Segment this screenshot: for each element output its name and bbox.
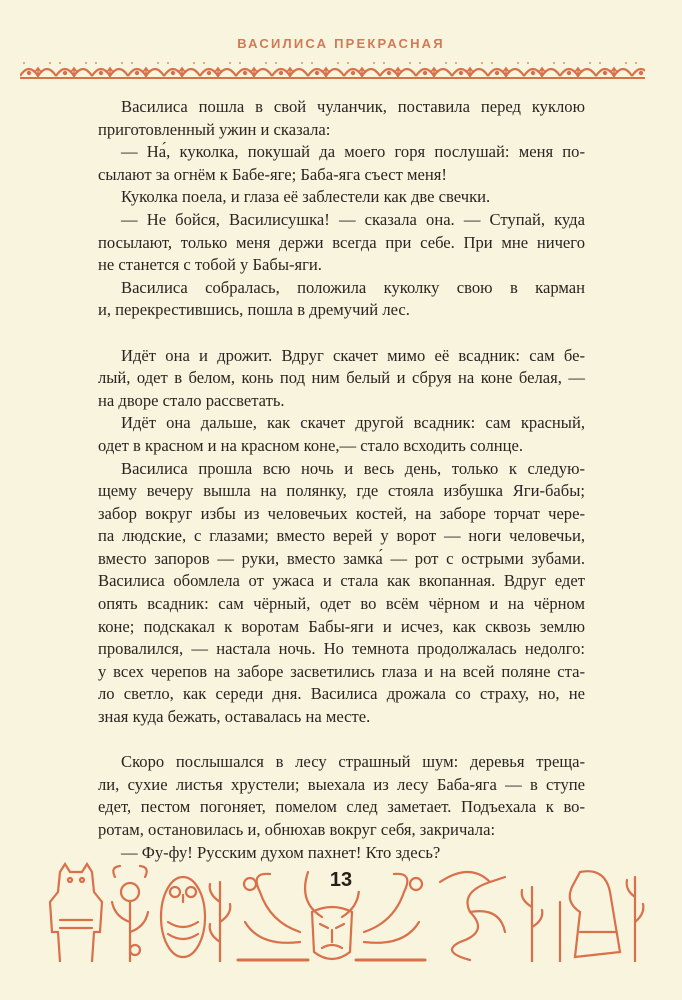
text-line: — На́, куколка, покушай да моего горя послушай: меня по- bbox=[121, 142, 585, 162]
text-line: Василиса обомлела от ужаса и стала как вкопанная. Вдруг едет bbox=[98, 571, 585, 591]
baba-yaga-icon bbox=[560, 871, 620, 962]
paragraph bbox=[98, 277, 585, 322]
paragraph bbox=[98, 186, 585, 209]
text-line: у всех черепов на заборе засветились глаза и на всей поляне ста- bbox=[98, 661, 585, 681]
text-line: Куколка поела, и глаза её заблестели как две свечки. bbox=[121, 187, 491, 207]
text-line: Скоро послышался в лесу страшный шум: деревья треща- bbox=[121, 752, 585, 772]
paragraph bbox=[98, 842, 585, 865]
running-title: ВАСИЛИСА ПРЕКРАСНАЯ bbox=[237, 36, 445, 51]
paragraph bbox=[98, 412, 585, 457]
ornamental-border-icon bbox=[20, 60, 645, 80]
paragraph bbox=[98, 209, 585, 277]
text-line: — Фу-фу! Русским духом пахнет! Кто здесь? bbox=[121, 842, 441, 862]
text-line: па людские, с глазами; вместо верей у ворот — ноги человечьи, bbox=[98, 526, 585, 546]
skull-plant-icon bbox=[112, 866, 148, 962]
text-line: ли, сухие листья хрустели; выехала из лесу Баба-яга — в ступе bbox=[98, 774, 585, 794]
text-line: Василиса пошла в свой чуланчик, поставила перед куклою bbox=[121, 97, 585, 116]
paragraph bbox=[98, 96, 585, 141]
dragon-icon bbox=[440, 872, 505, 960]
text-line: одет в красном и на красном коне,— стало всходить солнце. bbox=[98, 435, 523, 455]
text-line: лый, одет в белом, конь под ним белый и сбруя на коне белая, — bbox=[98, 368, 585, 388]
text-line: Идёт она и дрожит. Вдруг скачет мимо её всадник: сам бе- bbox=[121, 345, 585, 365]
text-line: опять всадник: сам чёрный, одет во всём чёрном и на чёрном bbox=[98, 594, 585, 614]
text-line: Идёт она дальше, как скачет другой всадник: сам красный, bbox=[121, 413, 585, 433]
paragraph bbox=[98, 141, 585, 186]
text-line: ло светло, как середи дня. Василиса дрожала со страху, но, не bbox=[98, 684, 585, 704]
paragraph bbox=[98, 458, 585, 729]
text-line: и, перекрестившись, пошла в дремучий лес. bbox=[98, 300, 410, 320]
page-number: 13 bbox=[321, 869, 361, 891]
text-line: едет, пестом погоняет, помелом след заметает. Подъехала к во- bbox=[98, 797, 585, 817]
text-line: не станется с тобой у Бабы-яги. bbox=[98, 255, 322, 275]
text-line: забор вокруг избы из человечьих костей, на заборе торчат чере- bbox=[98, 503, 585, 523]
paragraph bbox=[98, 345, 585, 413]
text-line: Василиса собралась, положила куколку свою в карман bbox=[121, 277, 585, 297]
text-line: щему вечеру вышла на полянку, где стояла избушка Яги-бабы; bbox=[98, 481, 585, 501]
text-line: посылают, только меня держи всегда при себе. При мне ничего bbox=[98, 232, 585, 252]
text-line: провалился, — настала ночь. Но темнота продолжалась недолго: bbox=[98, 639, 585, 659]
text-line: Василиса прошла всю ночь и весь день, только к следую- bbox=[121, 458, 585, 478]
text-line: на дворе стало рассветать. bbox=[98, 390, 285, 410]
text-line: зная куда бежать, оставалась на месте. bbox=[98, 707, 371, 727]
body-text bbox=[98, 96, 585, 862]
text-line: вместо запоров — руки, вместо замка́ — рот с острыми зубами. bbox=[98, 548, 585, 568]
text-line: — Не бойся, Василисушка! — сказала она. — Ступай, куда bbox=[121, 209, 585, 229]
owl-icon bbox=[161, 877, 205, 957]
text-line: коне; подскакал к воротам Бабы-яги и исчез, как сквозь землю bbox=[98, 616, 585, 636]
paragraph bbox=[98, 751, 585, 841]
bear-figure-icon bbox=[50, 864, 102, 962]
text-line: приготовленный ужин и сказала: bbox=[98, 119, 331, 139]
text-line: ротам, остановилась и, обнюхав вокруг себя, закричала: bbox=[98, 820, 496, 839]
text-line: сылают за огнём к Бабе-яге; Баба-яга съест меня! bbox=[98, 164, 447, 184]
